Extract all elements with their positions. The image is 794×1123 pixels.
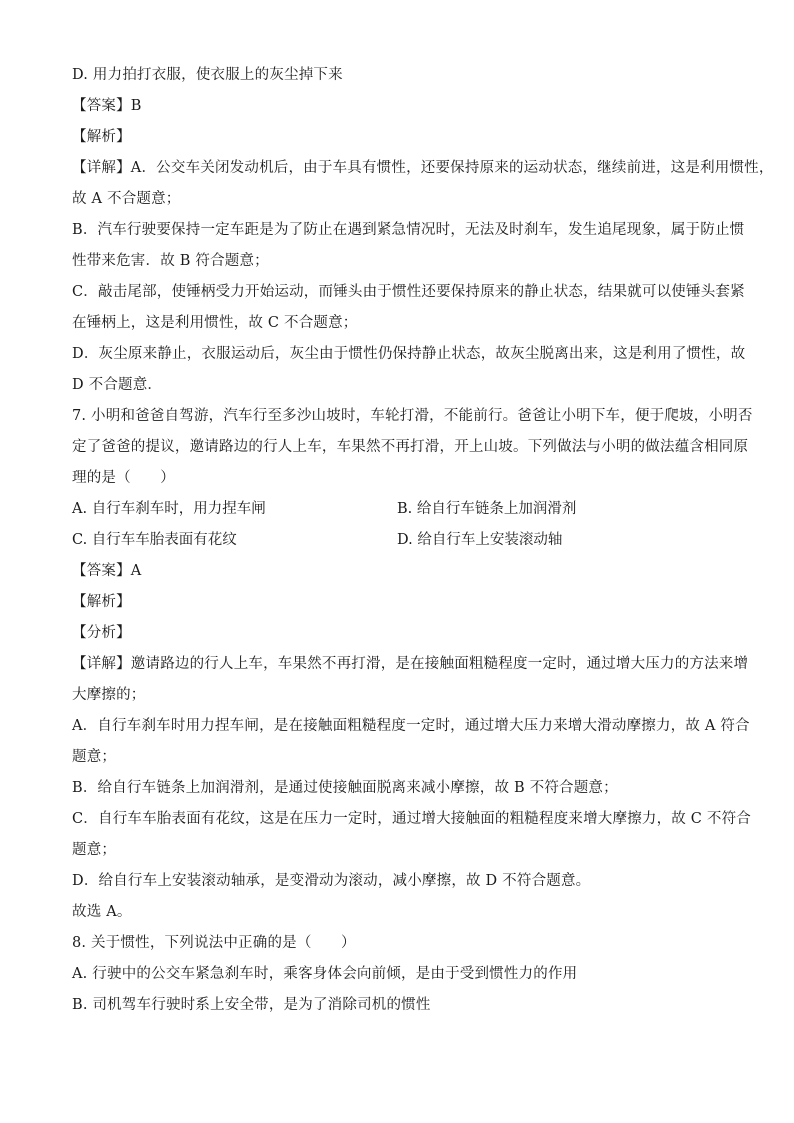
text-line: 故选 A。 bbox=[72, 904, 132, 920]
text-line: D．灰尘原来静止，衣服运动后，灰尘由于惯性仍保持静止状态，故灰尘脱离出来，这是利用了惯性，故 bbox=[72, 346, 746, 362]
question-8-option-b: B. 司机驾车行驶时系上安全带，是为了消除司机的惯性 bbox=[72, 997, 431, 1013]
text-line: D．给自行车上安装滚动轴承，是变滑动为滚动，减小摩擦，故 D 不符合题意。 bbox=[72, 873, 591, 889]
question-7-text: 定了爸爸的提议，邀请路边的行人上车，车果然不再打滑，开上山坡。下列做法与小明的做法蕴含相同原 bbox=[72, 439, 749, 455]
text-line: B．给自行车链条上加润滑剂，是通过使接触面脱离来减小摩擦，故 B 不符合题意； bbox=[72, 780, 618, 796]
question-8-text: 8. 关于惯性，下列说法中正确的是（ ） bbox=[72, 935, 356, 951]
text-line: 【详解】A．公交车关闭发动机后，由于车具有惯性，还要保持原来的运动状态，继续前进，这是利用惯性， bbox=[72, 160, 774, 176]
option-a: A. 自行车刹车时，用力捏车闸 bbox=[72, 501, 266, 517]
breakdown-label: 【分析】 bbox=[72, 625, 131, 641]
analysis-label: 【解析】 bbox=[72, 594, 131, 610]
question-7-options-row bbox=[72, 494, 722, 525]
text-line: 在锤柄上，这是利用惯性，故 C 不合题意； bbox=[72, 315, 358, 331]
option-b: B. 给自行车链条上加润滑剂 bbox=[397, 501, 577, 517]
text-line: 大摩擦的； bbox=[72, 687, 146, 703]
text-line: 故 A 不合题意； bbox=[72, 191, 181, 207]
question-7-text: 7. 小明和爸爸自驾游，汽车行至多沙山坡时，车轮打滑，不能前行。爸爸让小明下车，便于爬坡，小明否 bbox=[72, 408, 753, 424]
option-d: D. 给自行车上安装滚动轴 bbox=[397, 532, 563, 548]
question-8-option-a: A. 行驶中的公交车紧急刹车时，乘客身体会向前倾，是由于受到惯性力的作用 bbox=[72, 966, 578, 982]
question-7-text: 理的是（ ） bbox=[72, 470, 175, 486]
analysis-label: 【解析】 bbox=[72, 129, 131, 145]
option-c: C. 自行车车胎表面有花纹 bbox=[72, 532, 237, 548]
text-line: A．自行车刹车时用力捏车闸，是在接触面粗糙程度一定时，通过增大压力来增大滑动摩擦力，故 A 符合 bbox=[72, 718, 750, 734]
text-line: C．自行车车胎表面有花纹，这是在压力一定时，通过增大接触面的粗糙程度来增大摩擦力，故 C 不符合 bbox=[72, 811, 752, 827]
text-line: 题意； bbox=[72, 842, 117, 858]
document-page bbox=[72, 60, 774, 1021]
text-line: 题意； bbox=[72, 749, 117, 765]
text-line: 【详解】邀请路边的行人上车，车果然不再打滑，是在接触面粗糙程度一定时，通过增大压力的方法来增 bbox=[72, 656, 749, 672]
text-line: C．敲击尾部，使锤柄受力开始运动，而锤头由于惯性还要保持原来的静止状态，结果就可以使锤头套紧 bbox=[72, 284, 745, 300]
text-line: B．汽车行驶要保持一定车距是为了防止在遇到紧急情况时，无法及时刹车，发生追尾现象，属于防止惯 bbox=[72, 222, 745, 238]
text-line: 性带来危害．故 B 符合题意； bbox=[72, 253, 269, 269]
answer-label: 【答案】A bbox=[72, 563, 142, 579]
text-line: D 不合题意． bbox=[72, 377, 163, 393]
question-7-options-row bbox=[72, 525, 722, 556]
answer-label: 【答案】B bbox=[72, 98, 142, 114]
text-line: D. 用力拍打衣服，使衣服上的灰尘掉下来 bbox=[72, 67, 343, 83]
